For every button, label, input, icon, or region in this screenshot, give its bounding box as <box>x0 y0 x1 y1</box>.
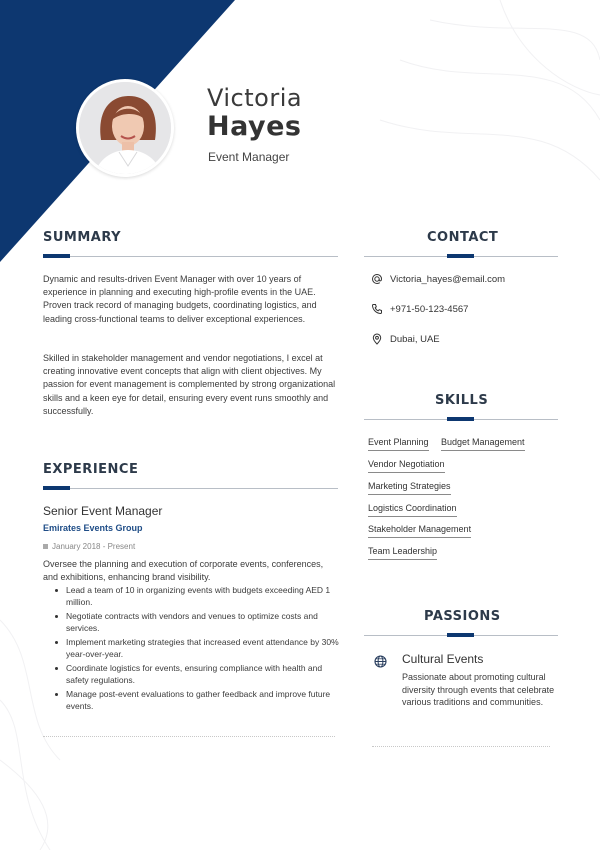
list-item: Implement marketing strategies that increased event attendance by 30% year-over-year. <box>54 637 339 660</box>
date-range-text: January 2018 - Present <box>52 542 136 551</box>
at-icon <box>371 273 383 285</box>
contact-heading: CONTACT <box>427 230 499 245</box>
experience-heading: EXPERIENCE <box>43 462 139 477</box>
skill-tag: Event Planning <box>368 437 429 451</box>
experience-divider <box>43 736 335 737</box>
globe-icon <box>374 655 387 668</box>
skills-heading: SKILLS <box>435 393 489 408</box>
date-range <box>43 542 135 551</box>
skills-accent-mark <box>447 417 474 421</box>
skill-tag: Team Leadership <box>368 546 437 560</box>
contact-location <box>371 333 440 345</box>
skill-tag: Marketing Strategies <box>368 481 451 495</box>
email-text: Victoria_hayes@email.com <box>390 273 506 285</box>
list-item: Negotiate contracts with vendors and venues to optimize costs and services. <box>54 611 339 634</box>
list-item: Manage post-event evaluations to gather feedback and improve future events. <box>54 689 339 712</box>
last-name: Hayes <box>207 111 302 142</box>
summary-paragraph: Dynamic and results-driven Event Manager with over 10 years of experience in planning and executing high-profile events in the UAE. Proven track record of managing budgets, coordinating logistics, and leading cross-functional teams to deliver exceptional experiences. <box>43 274 317 324</box>
passions-accent-mark <box>447 633 474 637</box>
summary-paragraph: Skilled in stakeholder management and vendor negotiations, I excel at creating innovative event concepts that align with client objectives. My passion for event management is complemented by strong organizational skills and a keen eye for detail, ensuring every event runs smoothly and successfully. <box>43 353 336 416</box>
contact-phone <box>371 303 468 315</box>
list-item: Coordinate logistics for events, ensuring compliance with health and safety regulations. <box>54 663 339 686</box>
job-role: Senior Event Manager <box>43 504 163 518</box>
job-description: Oversee the planning and execution of corporate events, conferences, and exhibitions, enhancing brand visibility. <box>43 559 324 582</box>
skill-tag: Logistics Coordination <box>368 503 457 517</box>
skill-tag: Budget Management <box>441 437 525 451</box>
company-name: Emirates Events Group <box>43 523 143 533</box>
phone-icon <box>371 303 383 315</box>
phone-text: +971-50-123-4567 <box>390 303 469 315</box>
list-item: Lead a team of 10 in organizing events with budgets exceeding AED 1 million. <box>54 585 339 608</box>
experience-rule <box>43 488 338 489</box>
location-text: Dubai, UAE <box>390 333 440 345</box>
skill-tag: Stakeholder Management <box>368 524 471 538</box>
first-name: Victoria <box>207 84 303 112</box>
calendar-icon <box>43 544 48 549</box>
location-pin-icon <box>371 333 383 345</box>
job-title: Event Manager <box>208 150 290 164</box>
contact-email <box>371 273 505 285</box>
passion-title: Cultural Events <box>402 652 484 666</box>
summary-accent-mark <box>43 254 70 258</box>
passions-divider <box>372 746 550 747</box>
profile-photo <box>76 79 174 177</box>
skill-tag: Vendor Negotiation <box>368 459 445 473</box>
summary-heading: SUMMARY <box>43 230 122 245</box>
contact-accent-mark <box>447 254 474 258</box>
achievement-list <box>54 585 339 715</box>
summary-rule <box>43 256 338 257</box>
passion-description: Passionate about promoting cultural diversity through events that celebrate various traditions and communities. <box>402 672 555 708</box>
experience-accent-mark <box>43 486 70 490</box>
passions-heading: PASSIONS <box>424 609 501 624</box>
